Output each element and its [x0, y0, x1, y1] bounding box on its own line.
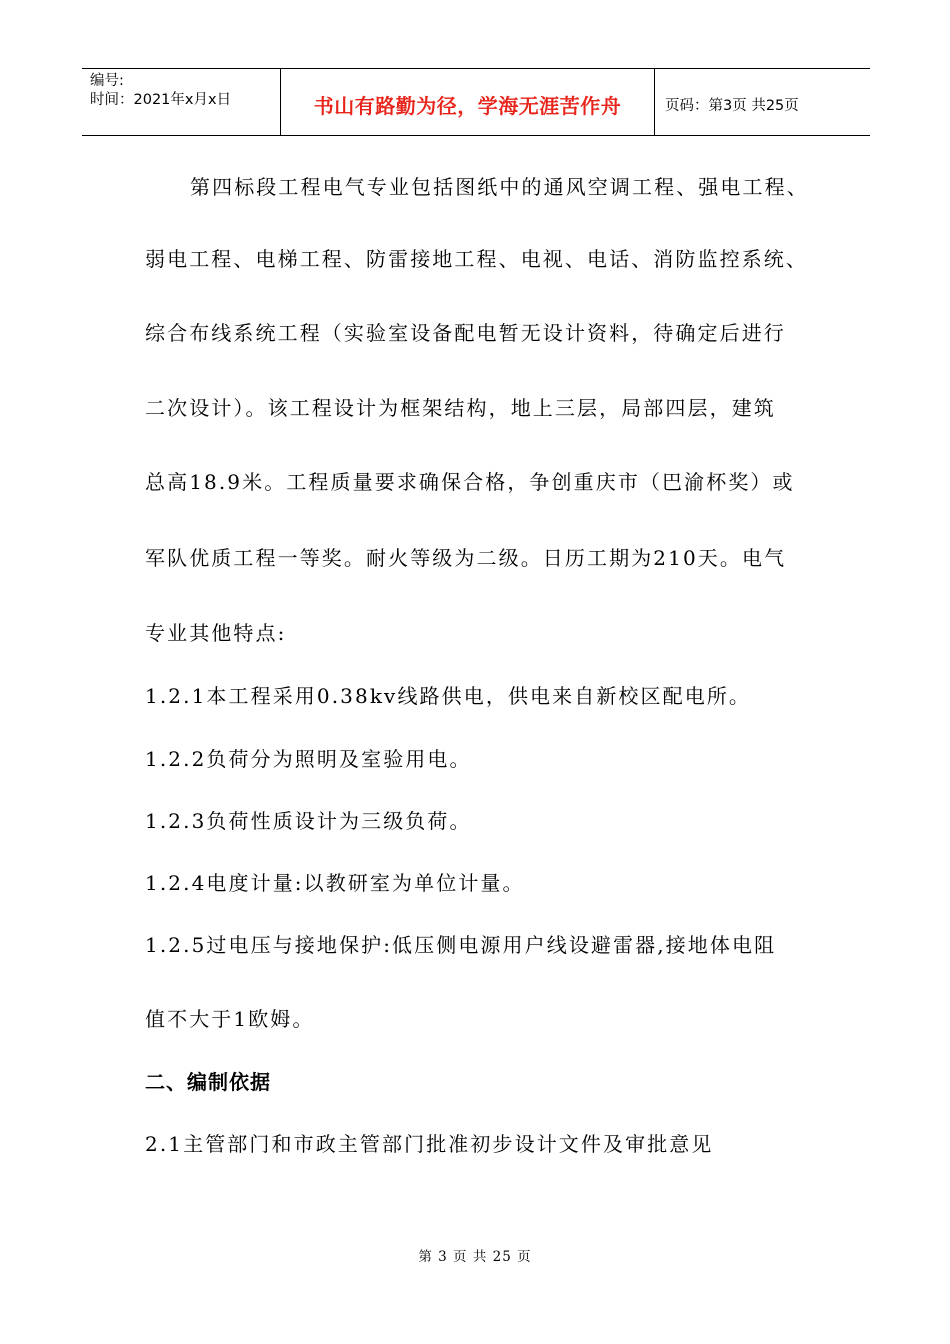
list-item: 2.1主管部门和市政主管部门批准初步设计文件及审批意见: [145, 1132, 714, 1156]
list-item: 1.2.3负荷性质设计为三级负荷。: [145, 809, 472, 833]
paragraph-line: 综合布线系统工程（实验室设备配电暂无设计资料，待确定后进行: [145, 321, 786, 345]
document-number-label: 编号:: [90, 73, 124, 89]
list-item: 1.2.2负荷分为照明及室验用电。: [145, 747, 472, 771]
paragraph-line: 第四标段工程电气专业包括图纸中的通风空调工程、强电工程、: [190, 175, 809, 199]
header-meta: [82, 69, 281, 135]
paragraph-line: 军队优质工程一等奖。耐火等级为二级。日历工期为210天。电气: [145, 546, 787, 570]
paragraph-line: 弱电工程、电梯工程、防雷接地工程、电视、电话、消防监控系统、: [145, 247, 808, 271]
list-item: 1.2.4电度计量:以教研室为单位计量。: [145, 871, 525, 895]
list-item: 1.2.1本工程采用0.38kv线路供电，供电来自新校区配电所。: [145, 684, 752, 708]
paragraph-line: 专业其他特点:: [145, 621, 287, 645]
page-footer: 第 3 页 共 25 页: [418, 1249, 532, 1265]
paragraph-line: 二次设计）。该工程设计为框架结构，地上三层，局部四层，建筑: [145, 396, 776, 420]
header-motto: 书山有路勤为径，学海无涯苦作舟: [281, 69, 655, 135]
document-date: 时间：2021年x月x日: [90, 92, 232, 108]
page-header: [82, 68, 870, 136]
paragraph-line: 总高18.9米。工程质量要求确保合格，争创重庆市（巴渝杯奖）或: [145, 470, 795, 494]
header-page-info: 页码：第3页 共25页: [665, 97, 799, 114]
paragraph-line: 值不大于1欧姆。: [145, 1007, 315, 1031]
list-item: 1.2.5过电压与接地保护:低压侧电源用户线设避雷器,接地体电阻: [145, 933, 777, 957]
section-heading: 二、编制依据: [145, 1070, 271, 1094]
